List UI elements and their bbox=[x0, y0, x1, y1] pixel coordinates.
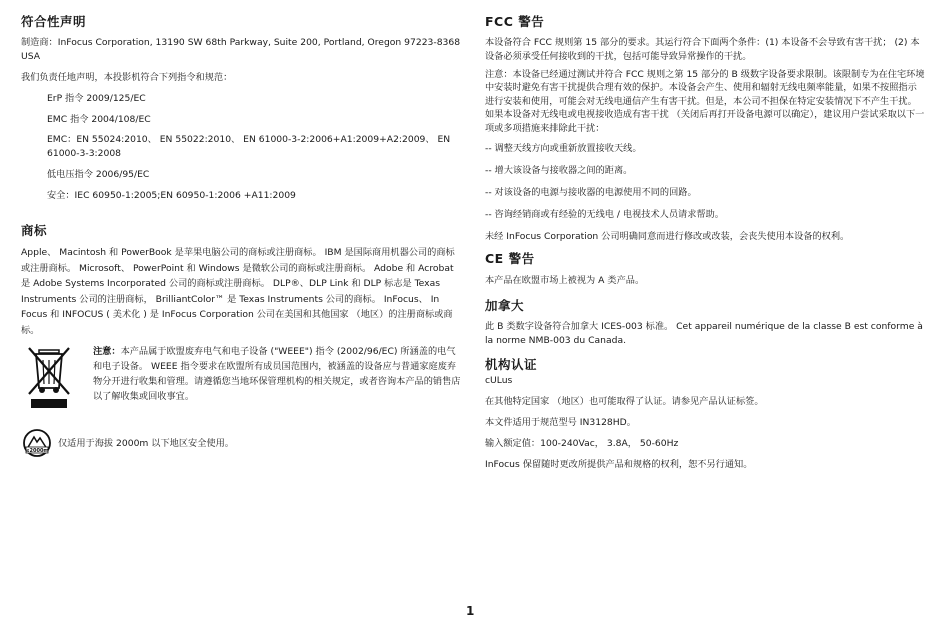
trademark-text: Apple、 Macintosh 和 PowerBook 是苹果电脑公司的商标或注册商标。 IBM 是国际商用机器公司的商标或注册商标。 Microsoft、 PowerPoint 和 Windows 是微软公司的商标或注册商标。 Adobe 和 Acrobat 是 Adobe Systems Incorporated 公司的商标或注册商标。 DLP®、DLP Link 和 DLP 标志是 Texas Instruments 公司的注册商标， BrilliantColor™ 是 Texas Instruments 公司的商标。 InFocus、 In Focus 和 INFOCUS ( 美术化 ) 是 InFocus Corporation 公司在美国和其他国家 （地区）的注册商标或商标。 bbox=[21, 247, 455, 336]
ce-text: 本产品在欧盟市场上被视为 A 类产品。 bbox=[485, 274, 645, 286]
canada-text: 此 B 类数字设备符合加拿大 ICES-003 标准。 Cet appareil numérique de la classe B est conforme à la norme NMB-003 du Canada. bbox=[485, 320, 923, 346]
directive-item: 安全：IEC 60950-1:2005;EN 60950-1:2006 +A11:2009 bbox=[47, 190, 296, 201]
directive-item: 低电压指令 2006/95/EC bbox=[47, 169, 150, 180]
fcc-heading: FCC 警告 bbox=[485, 14, 545, 29]
fcc-list-item: -- 咨询经销商或有经验的无线电 / 电视技术人员请求帮助。 bbox=[485, 209, 724, 221]
altitude-notice bbox=[21, 428, 461, 458]
altitude-text: 仅适用于海拔 2000m 以下地区安全使用。 bbox=[58, 437, 234, 449]
weee-bin-icon bbox=[25, 344, 73, 410]
weee-notice bbox=[21, 344, 461, 410]
fcc-list-item: -- 调整天线方向或重新放置接收天线。 bbox=[485, 143, 642, 155]
canada-heading: 加拿大 bbox=[485, 297, 525, 313]
agency-heading: 机构认证 bbox=[485, 356, 538, 372]
fcc-note: 注意：本设备已经通过测试并符合 FCC 规则之第 15 部分的 B 级数字设备要求限制。该限制专为在住宅环境中安装时避免有害干扰提供合理有效的保护。本设备会产生、使用和辐射无线电频率能量，如果不按照指示进行安装和使用，可能会对无线电通信产生有害干扰。但是，本公司不担保在特定安装情况下不产生干扰。如果本设备对无线电或电视接收造成有害干扰 （关闭后再打开设备电源可以确定），建议用户尝试采取以下一项或多项措施来排除此干扰： bbox=[485, 69, 925, 134]
agency-text: 在其他特定国家 （地区）也可能取得了认证。请参见产品认证标签。 bbox=[485, 395, 764, 407]
directive-item: EMC 指令 2004/108/EC bbox=[47, 114, 151, 125]
weee-text bbox=[93, 344, 461, 404]
ce-heading: CE 警告 bbox=[485, 250, 535, 266]
altitude-icon-label: ≤2000m bbox=[25, 448, 49, 454]
agency-text: 输入额定值：100-240Vac， 3.8A， 50-60Hz bbox=[485, 437, 679, 449]
left-column bbox=[21, 14, 461, 458]
directive-item: EMC：EN 55024:2010、 EN 55022:2010、 EN 61000-3-2:2006+A1:2009+A2:2009、 EN 61000-3-3:2008 bbox=[47, 134, 451, 159]
agency-text: InFocus 保留随时更改所提供产品和规格的权利，恕不另行通知。 bbox=[485, 458, 753, 470]
weee-body: 本产品属于欧盟废弃电气和电子设备 ("WEEE") 指令 (2002/96/EC) 所涵盖的电气和电子设备。 WEEE 指令要求在欧盟所有成员国范围内，被涵盖的设备应与普通家庭废弃物分开进行收集和管理。请遵循您当地环保管理机构的相关规定，或者咨询本产品的销售店以了解收集或回收事宜。 bbox=[93, 346, 461, 402]
manufacturer-text: 制造商：InFocus Corporation, 13190 SW 68th Parkway, Suite 200, Portland, Oregon 97223-8368 USA bbox=[21, 37, 461, 62]
page-number: 1 bbox=[466, 604, 475, 618]
agency-text: 本文件适用于规范型号 IN3128HD。 bbox=[485, 416, 636, 428]
declaration-text: 我们负责任地声明，本投影机符合下列指令和规范： bbox=[21, 72, 233, 83]
weee-label: 注意： bbox=[93, 346, 121, 357]
right-column bbox=[485, 14, 925, 478]
fcc-list-item: -- 增大该设备与接收器之间的距离。 bbox=[485, 165, 633, 177]
agency-cul: cULus bbox=[485, 374, 513, 386]
fcc-modification-text: 未经 InFocus Corporation 公司明确同意而进行修改或改装，会丧失使用本设备的权利。 bbox=[485, 231, 850, 243]
trademark-heading: 商标 bbox=[21, 223, 48, 238]
fcc-paragraph: 本设备符合 FCC 规则第 15 部分的要求。其运行符合下面两个条件：(1) 本设备不会导致有害干扰； (2) 本设备必须承受任何接收到的干扰，包括可能导致异常操作的干扰。 bbox=[485, 37, 920, 62]
compliance-heading: 符合性声明 bbox=[21, 14, 87, 29]
altitude-mountain-icon bbox=[21, 428, 53, 458]
fcc-list-item: -- 对该设备的电源与接收器的电源使用不同的回路。 bbox=[485, 187, 697, 199]
directive-item: ErP 指令 2009/125/EC bbox=[47, 93, 146, 104]
